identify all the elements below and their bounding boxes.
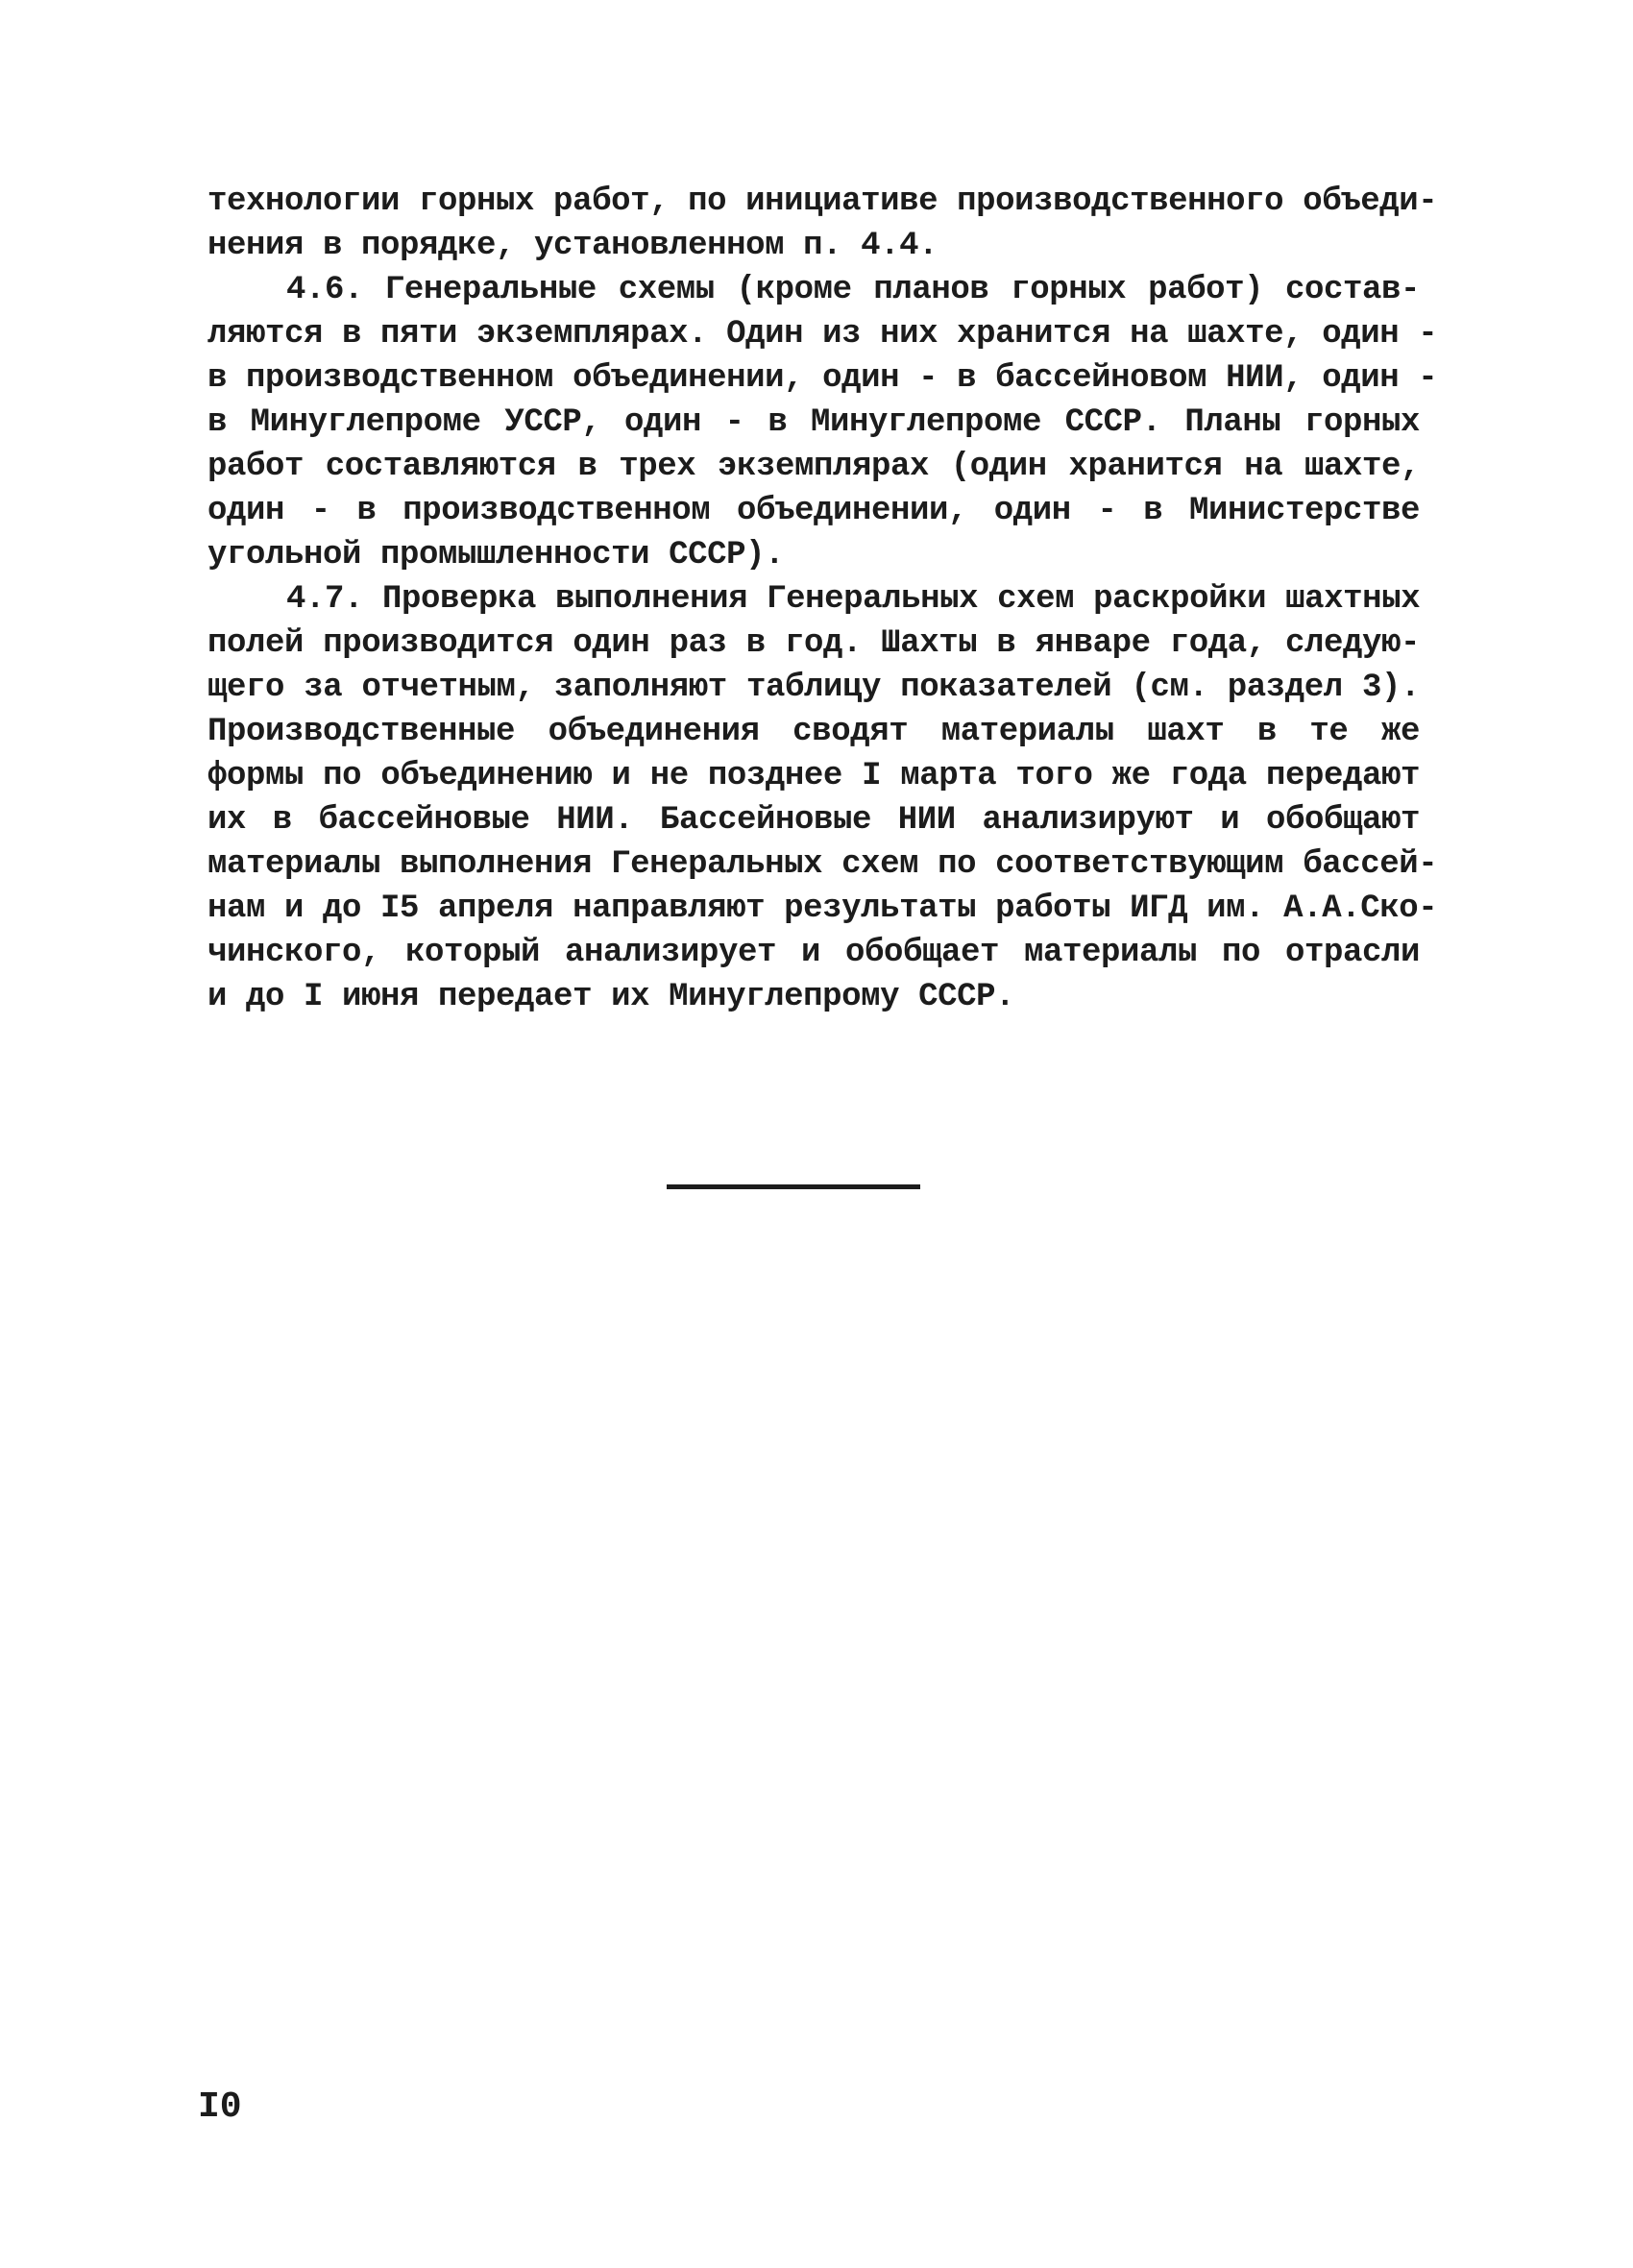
text-line: щего за отчетным, заполняют таблицу показателей (см. раздел 3). (207, 670, 1420, 706)
text-line: в Минуглепроме УССР, один - в Минуглепроме СССР. Планы горных (207, 404, 1420, 441)
text-line: формы по объединению и не позднее I марта того же года передают (207, 758, 1420, 794)
section-separator (667, 1184, 920, 1189)
text-line: один - в производственном объединении, один - в Министерстве (207, 493, 1420, 529)
text-line: нам и до I5 апреля направляют результаты работы ИГД им. А.А.Ско- (207, 890, 1438, 927)
text-line: полей производится один раз в год. Шахты в январе года, следую- (207, 625, 1420, 662)
text-line: технологии горных работ, по инициативе производственного объеди- (207, 183, 1438, 220)
text-line: ляются в пяти экземплярах. Один из них хранится на шахте, один - (207, 316, 1438, 353)
text-line: угольной промышленности СССР). (207, 537, 785, 573)
paragraph-4-7-start: 4.7. Проверка выполнения Генеральных схем раскройки шахтных (286, 581, 1421, 618)
text-line: материалы выполнения Генеральных схем по соответствующим бассей- (207, 846, 1438, 883)
text-line: чинского, который анализирует и обобщает материалы по отрасли (207, 935, 1420, 971)
text-line: нения в порядке, установленном п. 4.4. (207, 228, 938, 264)
page-number: I0 (198, 2086, 242, 2128)
text-line: Производственные объединения сводят материалы шахт в те же (207, 714, 1420, 750)
paragraph-4-6-start: 4.6. Генеральные схемы (кроме планов горных работ) состав- (286, 272, 1420, 308)
text-line: работ составляются в трех экземплярах (один хранится на шахте, (207, 449, 1420, 485)
text-line: в производственном объединении, один - в бассейновом НИИ, один - (207, 360, 1438, 397)
text-line: и до I июня передает их Минуглепрому СССР. (207, 979, 1015, 1015)
text-line: их в бассейновые НИИ. Бассейновые НИИ анализируют и обобщают (207, 802, 1420, 839)
